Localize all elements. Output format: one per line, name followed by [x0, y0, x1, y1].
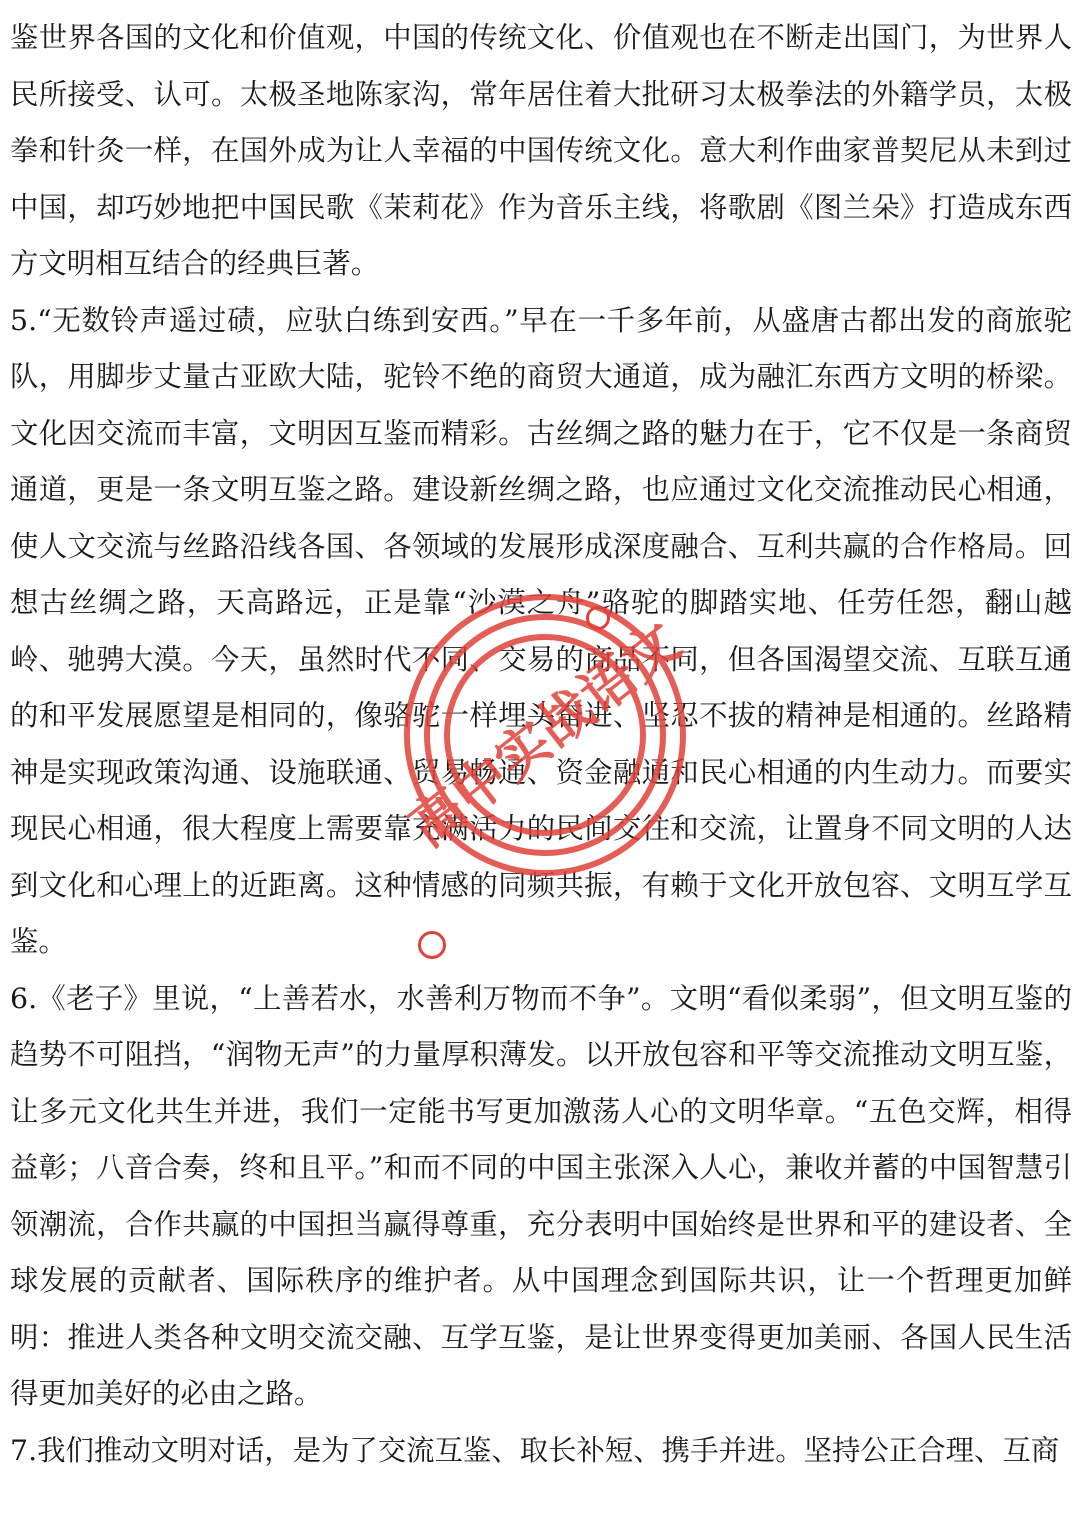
- paragraph-7: 7.我们推动文明对话，是为了交流互鉴、取长补短、携手并进。坚持公正合理、互商: [10, 1433, 1060, 1467]
- red-circle-mark: [418, 931, 446, 959]
- paragraph-1: 鉴世界各国的文化和价值观，中国的传统文化、价值观也在不断走出国门，为世界人民所接受、认可。太极圣地陈家沟，常年居住着大批研习太极拳法的外籍学员，太极拳和针灸一样，在国外成为让人幸福的中国传统文化。意大利作曲家普契尼从未到过中国，却巧妙地把中国民歌《茉莉花》作为音乐主线，将歌剧《图兰朵》打造成东西方文明相互结合的经典巨著。: [10, 21, 1072, 280]
- paragraph-5: 5.“无数铃声遥过碛，应驮白练到安西。”早在一千多年前，从盛唐古都出发的商旅驼队，用脚步丈量古亚欧大陆，驼铃不绝的商贸大通道，成为融汇东西方文明的桥梁。文化因交流而丰富，文明因互鉴而精彩。古丝绸之路的魅力在于，它不仅是一条商贸通道，更是一条文明互鉴之路。建设新丝绸之路，也应通过文化交流推动民心相通，使人文交流与丝路沿线各国、各领域的发展形成深度融合、互利共赢的合作格局。回想古丝绸之路，天高路远，正是靠“沙漠之舟”骆驼的脚踏实地、任劳任怨，翻山越岭、驰骋大漠。今天，虽然时代不同、交易的商品不同，但各国渴望交流、互联互通的和平发展愿望是相同的，像骆驼一样埋头奋进、坚忍不拔的精神是相通的。丝路精神是实现政策沟通、设施联通、贸易畅通、资金融通和民心相通的内生动力。而要实现民心相通，很大程度上需要靠充满活力的民间交往和交流，让置身不同文明的人达到文化和心理上的近距离。这种情感的同频共振，有赖于文化开放包容、文明互学互鉴。: [10, 303, 1072, 958]
- paragraph-6: 6.《老子》里说，“上善若水，水善利万物而不争”。文明“看似柔弱”，但文明互鉴的趋势不可阻挡，“润物无声”的力量厚积薄发。以开放包容和平等交流推动文明互鉴，让多元文化共生并进，我们一定能书写更加激荡人心的文明华章。“五色交辉，相得益彰；八音合奏，终和且平。”和而不同的中国主张深入人心，兼收并蓄的中国智慧引领潮流，合作共赢的中国担当赢得尊重，充分表明中国始终是世界和平的建设者、全球发展的贡献者、国际秩序的维护者。从中国理念到国际共识，让一个哲理更加鲜明：推进人类各种文明交流交融、互学互鉴，是让世界变得更加美丽、各国人民生活得更加美好的必由之路。: [10, 981, 1072, 1410]
- stamp-text: 高中实战语文: [397, 610, 692, 860]
- red-circle-mark: [586, 606, 610, 630]
- article-text: [10, 10, 1072, 1479]
